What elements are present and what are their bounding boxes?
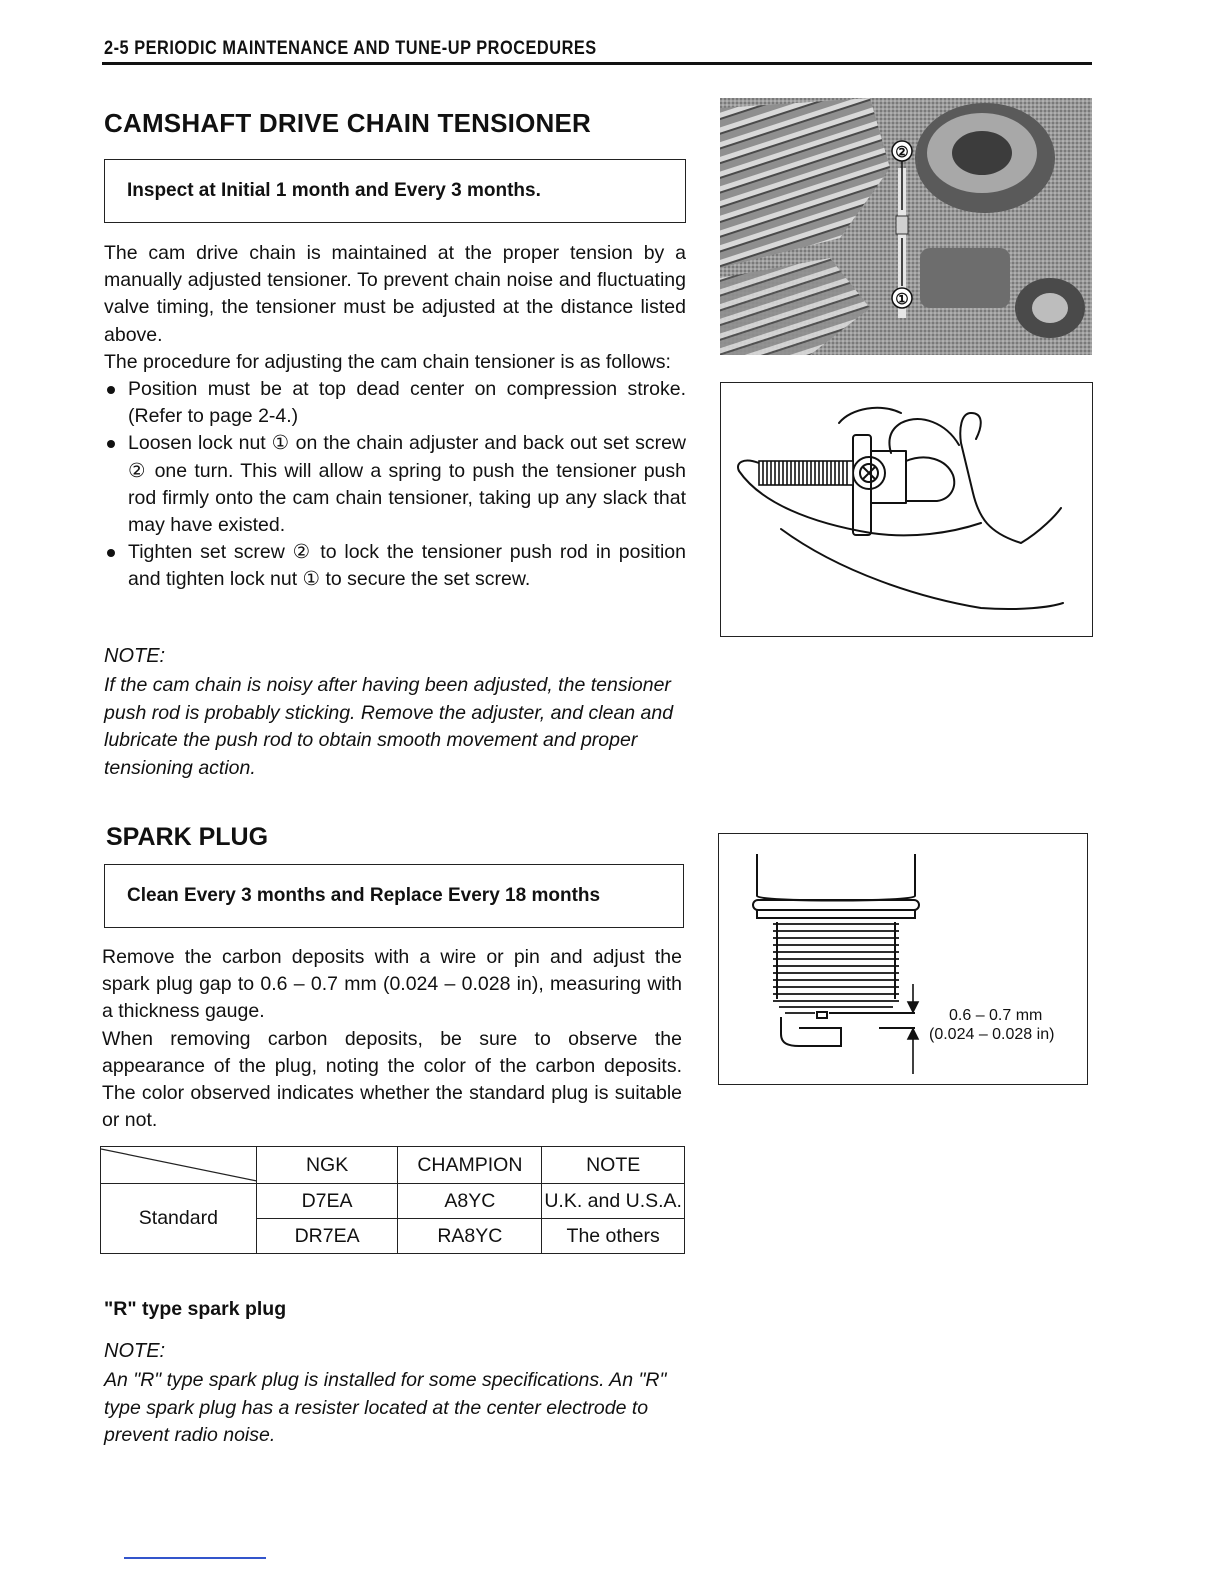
tensioner-photo-graphic xyxy=(720,98,1092,355)
cell-note-2: The others xyxy=(542,1219,685,1254)
r-type-heading: "R" type spark plug xyxy=(104,1298,287,1320)
table-corner-cell xyxy=(101,1147,257,1184)
cam-paragraph-2: The procedure for adjusting the cam chain tensioner is as follows: xyxy=(104,350,671,373)
cell-ngk-2: DR7EA xyxy=(256,1219,398,1254)
spark-gap-diagram xyxy=(718,833,1088,1085)
footer-rule xyxy=(124,1557,266,1559)
tensioner-photo xyxy=(720,98,1092,355)
cam-note-label: NOTE: xyxy=(104,645,166,667)
cell-champion-1: A8YC xyxy=(398,1184,542,1219)
spark-plug-graphic xyxy=(719,834,1085,1082)
gap-mm-label: 0.6 – 0.7 mm xyxy=(949,1007,1043,1024)
spark-plug-table xyxy=(100,1146,685,1254)
cam-section-title: CAMSHAFT DRIVE CHAIN TENSIONER xyxy=(104,108,592,138)
spark-section-title: SPARK PLUG xyxy=(106,823,269,851)
cam-step-1: Position must be at top dead center on compression stroke. (Refer to page 2-4.) xyxy=(104,376,686,430)
header-rule xyxy=(102,62,1092,65)
spark-paragraph-2: When removing carbon deposits, be sure to observe the appearance of the plug, noting the color of the carbon deposits. The color observed indicates whether the standard plug is suitable or not. xyxy=(102,1027,682,1132)
adjuster-drawing-graphic xyxy=(721,383,1091,635)
cam-step-2: Loosen lock nut ① on the chain adjuster and back out set screw ② one turn. This will allow a spring to push the tensioner push rod firmly onto the cam chain tensioner, taking up any slack that may have existed. xyxy=(104,430,686,539)
callout-2: ② xyxy=(895,144,909,161)
corner-diagonal xyxy=(101,1147,257,1183)
gap-in-label: (0.024 – 0.028 in) xyxy=(929,1026,1055,1043)
spark-paragraph-1: Remove the carbon deposits with a wire or pin and adjust the spark plug gap to 0.6 – 0.7 mm (0.024 – 0.028 in), measuring with a thickness gauge. xyxy=(102,946,682,1023)
cam-steps xyxy=(104,376,686,594)
running-header: 2-5 PERIODIC MAINTENANCE AND TUNE-UP PROCEDURES xyxy=(104,38,597,59)
cell-note-1: U.K. and U.S.A. xyxy=(542,1184,685,1219)
cam-interval-text: Inspect at Initial 1 month and Every 3 months. xyxy=(127,180,541,201)
spark-body xyxy=(102,944,682,1134)
adjuster-drawing xyxy=(720,382,1093,637)
header-note: NOTE xyxy=(542,1147,685,1184)
header-champion: CHAMPION xyxy=(398,1147,542,1184)
spark-note-label: NOTE: xyxy=(104,1340,166,1362)
cam-note-text: If the cam chain is noisy after having been adjusted, the tensioner push rod is probably sticking. Remove the adjuster, and clean and lubricate the push rod to obtain smooth movement and proper tensioning action. xyxy=(104,674,674,779)
cam-interval-box xyxy=(104,159,686,223)
callout-1: ① xyxy=(895,291,909,308)
cam-body xyxy=(104,240,686,594)
spark-interval-box xyxy=(104,864,684,928)
spark-interval-text: Clean Every 3 months and Replace Every 18 months xyxy=(127,885,601,906)
row-label-standard: Standard xyxy=(101,1184,257,1254)
header-ngk: NGK xyxy=(256,1147,398,1184)
spark-note-text: An "R" type spark plug is installed for some specifications. An "R" type spark plug has a resister located at the center electrode to prevent radio noise. xyxy=(104,1369,667,1446)
cell-ngk-1: D7EA xyxy=(256,1184,398,1219)
cam-paragraph-1: The cam drive chain is maintained at the proper tension by a manually adjusted tensioner. To prevent chain noise and fluctuating valve timing, the tensioner must be adjusted at the distance listed above. xyxy=(104,242,686,346)
table-header-row xyxy=(101,1147,685,1184)
table-row xyxy=(101,1184,685,1219)
cell-champion-2: RA8YC xyxy=(398,1219,542,1254)
cam-step-3: Tighten set screw ② to lock the tensioner push rod in position and tighten lock nut ① to secure the set screw. xyxy=(104,539,686,593)
